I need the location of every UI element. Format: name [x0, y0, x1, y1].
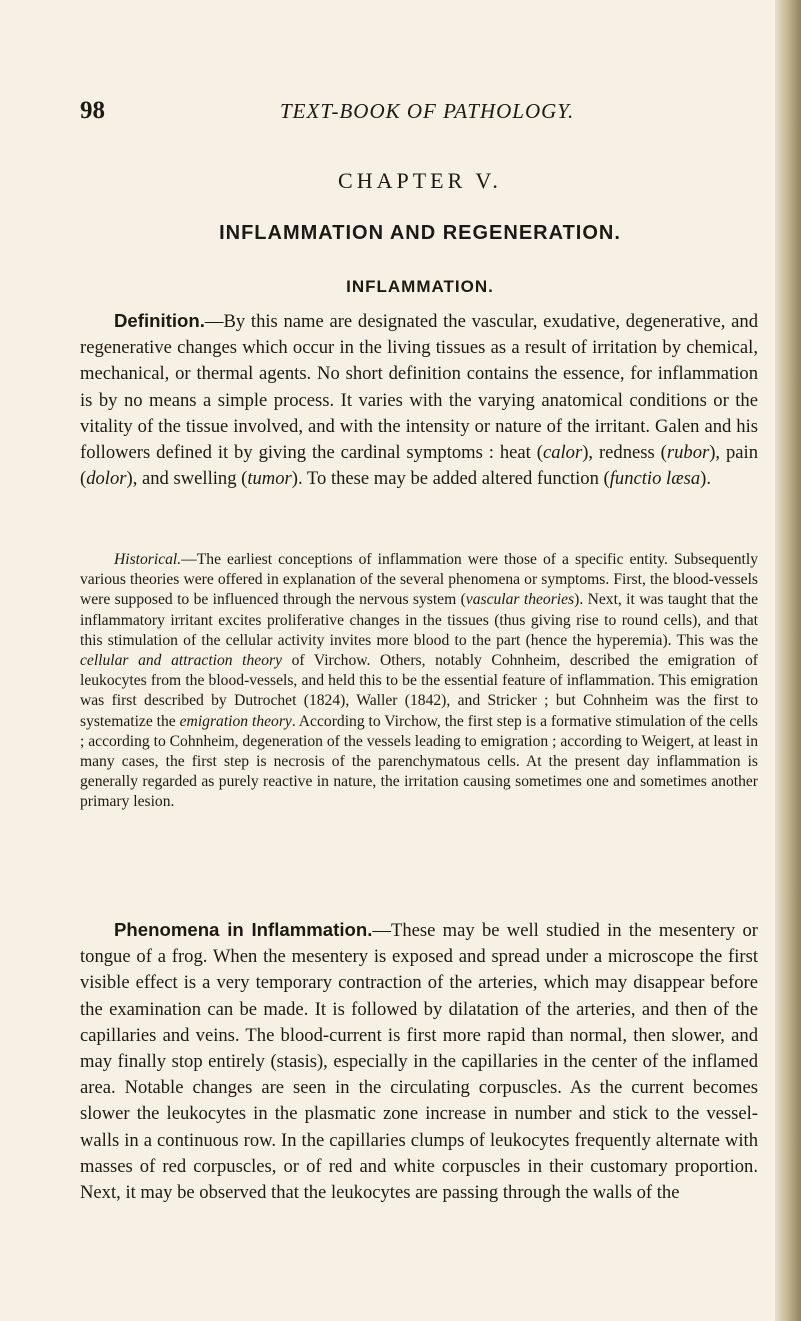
term-functio-laesa: functio læsa — [609, 468, 701, 490]
definition-lead: Definition. — [114, 310, 205, 331]
historical-paragraph — [80, 550, 758, 813]
historical-lead: Historical. — [114, 551, 182, 568]
term-calor: calor — [542, 442, 583, 464]
term-vascular-theories: vascular theories — [465, 591, 575, 609]
page-number: 98 — [80, 97, 105, 124]
book-spine-edge — [775, 0, 801, 1321]
term-emigration-theory: emigration theory — [179, 712, 292, 730]
term-rubor: rubor — [666, 442, 710, 464]
phenomena-text: —These may be well studied in the mesentery or tongue of a frog. When the mesentery is exposed and spread under a microscope the first visible effect is a very temporary contraction of the arteries, which may disappear before the examination can be made. It is followed by dilatation of the arteries, and then of the capillaries and veins. The blood-current is first more rapid than normal, then slower, and may finally stop entirely (stasis), especially in the capillaries in the center of the inflamed area. Notable changes are seen in the circulating corpuscles. As the current becomes slower the leukocytes in the plasmatic zone increase in number and stick to the vessel-walls in a continuous row. In the capillaries clumps of leukocytes frequently alternate with masses of red corpuscles, or of red and white corpuscles in their customary proportion. Next, it may be observed that the leukocytes are passing through the walls of the — [80, 920, 758, 1204]
definition-text: —By this name are designated the vascular, exudative, degenerative, and regenerative changes which occur in the living tissues as a result of irritation by chemical, mechanical, or thermal agents. No short definition contains the essence, for inflammation is by no means a simple process. It varies with the varying anatomical conditions or the vitality of the tissue involved, and with the intensity or nature of the irritant. Galen and his followers defined it by giving the cardinal symptoms : heat ( — [80, 311, 758, 464]
definition-text: ), and swelling ( — [126, 468, 248, 490]
historical-text: of Virchow. Others, notably Cohnheim, described the emigration of leukocytes from the blood-vessels, and held this to be the essential feature of inflammation. This emigration was first described by Dutrochet (1824), Waller (1842), and Stricker ; but Cohnheim was the first to systematize the — [80, 652, 758, 730]
subsection-title: INFLAMMATION. — [346, 277, 494, 296]
phenomena-lead: Phenomena in Inflammation. — [114, 919, 373, 940]
running-head-title: TEXT-BOOK OF PATHOLOGY. — [280, 99, 575, 123]
term-cellular-attraction-theory: cellular and attraction theory — [80, 652, 283, 670]
definition-paragraph — [80, 308, 758, 492]
phenomena-paragraph — [80, 917, 758, 1206]
definition-text: ), pain ( — [80, 442, 759, 490]
definition-text: ), redness ( — [582, 442, 667, 464]
chapter-heading: CHAPTER V. — [338, 168, 502, 193]
historical-text: . According to Virchow, the first step is a formative stimulation of the cells ; according to Cohnheim, degeneration of the vessels leading to emigration ; according to Weigert, at least in many cases, the first step is necrosis of the parenchymatous cells. At the present day inflammation is generally regarded as purely reactive in nature, the irritation causing sometimes one and sometimes another primary lesion. — [80, 712, 759, 811]
term-tumor: tumor — [247, 468, 292, 490]
historical-text: —The earliest conceptions of inflammation were those of a specific entity. Subsequently various theories were offered in explanation of the several phenomena or symptoms. First, the blood-vessels were supposed to be influenced through the nervous system ( — [80, 551, 758, 609]
section-title: INFLAMMATION AND REGENERATION. — [219, 222, 621, 244]
term-dolor: dolor — [86, 468, 127, 490]
running-head — [80, 97, 760, 129]
definition-text: ). — [700, 468, 711, 490]
historical-text: ). Next, it was taught that the inflammatory irritant excites proliferative changes in the tissues (thus giving rise to round cells), and that this stimulation of the cellular activity invites more blood to the part (hence the hyperemia). This was the — [80, 591, 758, 649]
definition-text: ). To these may be added altered function ( — [291, 468, 610, 490]
